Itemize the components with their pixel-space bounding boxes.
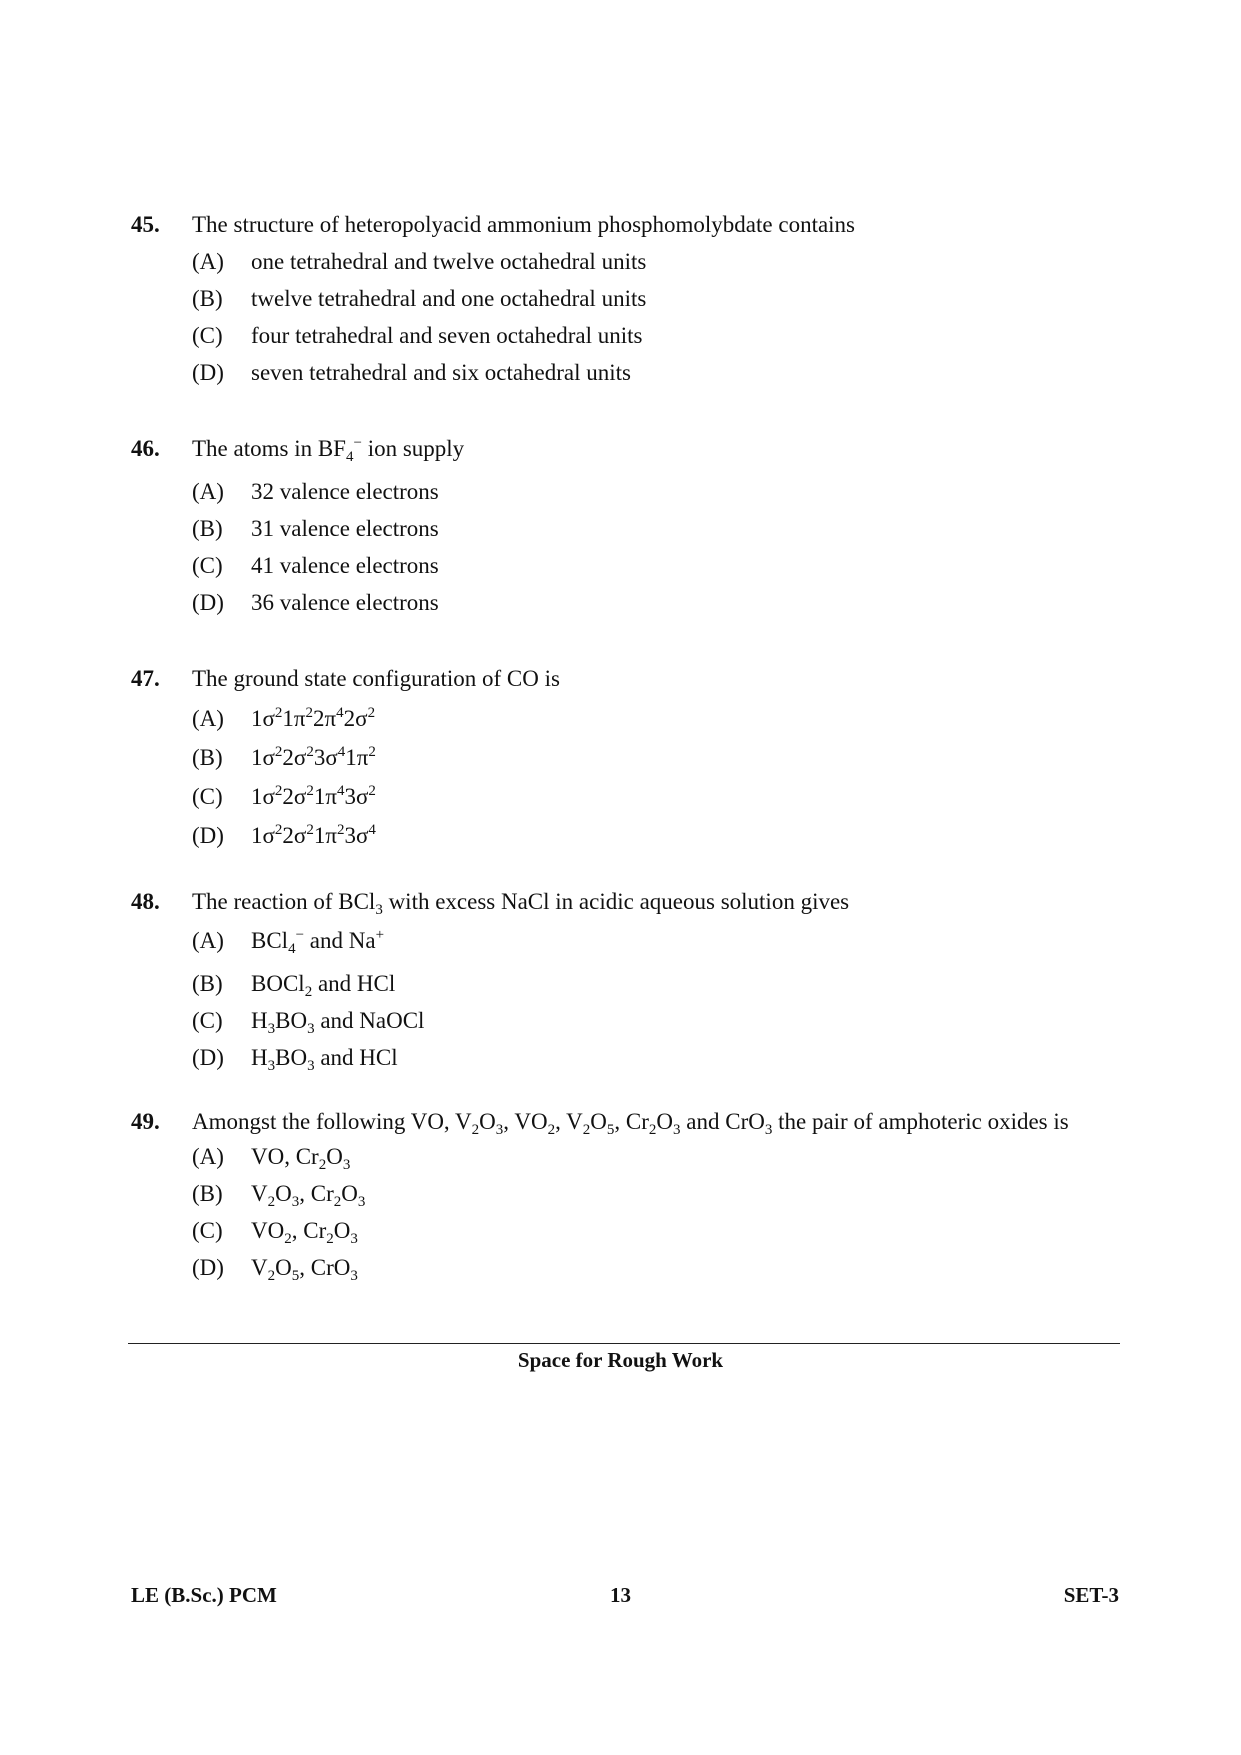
option-text: $V_2O_5$, CrO$_3$ <box>251 1255 358 1284</box>
question-stem <box>131 665 1121 693</box>
option-label: (D) <box>192 1045 224 1070</box>
option-text: $V_2O_3$, $Cr_2O_3$ <box>251 1181 366 1210</box>
option-text: VO, $Cr_2O_3$ <box>251 1144 351 1173</box>
question-45 <box>131 211 1121 387</box>
option-label: (A) <box>192 928 224 953</box>
option-c <box>192 322 1121 350</box>
option-text: $1\sigma^21\pi^22\pi^42\sigma^2$ <box>251 705 376 731</box>
option-c <box>192 1217 1121 1245</box>
option-b <box>192 970 1121 998</box>
question-47 <box>131 665 1121 850</box>
option-text: 32 valence electrons <box>251 479 439 504</box>
option-d <box>192 1044 1121 1072</box>
option-list <box>131 248 1121 387</box>
question-text: The reaction of BCl$_3$ with excess NaCl in acidic aqueous solution gives <box>192 889 850 918</box>
option-a <box>192 248 1121 276</box>
option-label: (C) <box>192 1008 223 1033</box>
option-b <box>192 1180 1121 1208</box>
option-text: four tetrahedral and seven octahedral units <box>251 323 643 348</box>
option-label: (C) <box>192 323 223 348</box>
option-text: 41 valence electrons <box>251 553 439 578</box>
footer-exam-name: LE (B.Sc.) PCM <box>131 1583 277 1607</box>
option-d <box>192 1254 1121 1282</box>
option-c <box>192 552 1121 580</box>
question-stem <box>131 211 1121 239</box>
option-text: BOCl$_2$ and HCl <box>251 971 396 1000</box>
option-label: (D) <box>192 590 224 615</box>
option-text: $VO_2$, $Cr_2O_3$ <box>251 1218 358 1247</box>
option-text: 36 valence electrons <box>251 590 439 615</box>
option-text: seven tetrahedral and six octahedral units <box>251 360 631 385</box>
option-label: (A) <box>192 706 224 731</box>
question-number: 45. <box>131 212 160 237</box>
option-label: (D) <box>192 823 224 848</box>
option-list <box>131 705 1121 850</box>
option-list <box>131 1143 1121 1282</box>
option-text: $1\sigma^22\sigma^23\sigma^41\pi^2$ <box>251 744 376 770</box>
option-text: BCl$_4$− and Na+ <box>251 927 385 957</box>
question-text: The structure of heteropolyacid ammonium phosphomolybdate contains <box>192 212 856 237</box>
option-text: $H_3BO_3$ and HCl <box>251 1045 398 1074</box>
option-label: (D) <box>192 360 224 385</box>
option-label: (A) <box>192 1144 224 1169</box>
option-text: $H_3BO_3$ and NaOCl <box>251 1008 425 1037</box>
question-stem <box>131 888 1121 916</box>
option-label: (B) <box>192 745 223 770</box>
option-text: one tetrahedral and twelve octahedral units <box>251 249 647 274</box>
option-c <box>192 783 1121 811</box>
option-text: $1\sigma^22\sigma^21\pi^43\sigma^2$ <box>251 783 376 809</box>
option-a <box>192 478 1121 506</box>
option-label: (B) <box>192 1181 223 1206</box>
option-d <box>192 359 1121 387</box>
option-d <box>192 589 1121 617</box>
option-label: (D) <box>192 1255 224 1280</box>
question-number: 48. <box>131 889 160 914</box>
option-label: (C) <box>192 784 223 809</box>
question-number: 46. <box>131 436 160 461</box>
footer-page-number: 13 <box>610 1583 631 1607</box>
option-list <box>131 478 1121 617</box>
question-number: 47. <box>131 666 160 691</box>
question-text: Amongst the following VO, $V_2O_3$, $VO_2$, $V_2O_5$, $Cr_2O_3$ and CrO$_3$ the pair of amphoteric oxides is <box>192 1109 1069 1138</box>
option-label: (A) <box>192 479 224 504</box>
footer-set-code: SET-3 <box>1063 1583 1119 1607</box>
option-text: twelve tetrahedral and one octahedral units <box>251 286 647 311</box>
option-a <box>192 1143 1121 1171</box>
question-number: 49. <box>131 1109 160 1134</box>
option-a <box>192 705 1121 733</box>
question-text: The atoms in $BF_4^-$ ion supply <box>192 435 465 465</box>
rough-work-heading: Space for Rough Work <box>517 1348 724 1372</box>
question-stem <box>131 435 1121 463</box>
option-d <box>192 822 1121 850</box>
question-48 <box>131 888 1121 1072</box>
option-label: (C) <box>192 1218 223 1243</box>
option-text: 31 valence electrons <box>251 516 439 541</box>
section-divider <box>128 1343 1120 1344</box>
option-label: (C) <box>192 553 223 578</box>
option-label: (B) <box>192 516 223 541</box>
option-a <box>192 927 1121 955</box>
option-b <box>192 515 1121 543</box>
option-list <box>131 927 1121 1072</box>
question-46 <box>131 435 1121 617</box>
option-b <box>192 285 1121 313</box>
question-49 <box>131 1108 1121 1282</box>
question-text: The ground state configuration of CO is <box>192 666 560 691</box>
option-label: (B) <box>192 286 223 311</box>
option-c <box>192 1007 1121 1035</box>
option-label: (B) <box>192 971 223 996</box>
option-text: $1\sigma^22\sigma^21\pi^23\sigma^4$ <box>251 822 376 848</box>
option-label: (A) <box>192 249 224 274</box>
question-stem <box>131 1108 1121 1136</box>
option-b <box>192 744 1121 772</box>
